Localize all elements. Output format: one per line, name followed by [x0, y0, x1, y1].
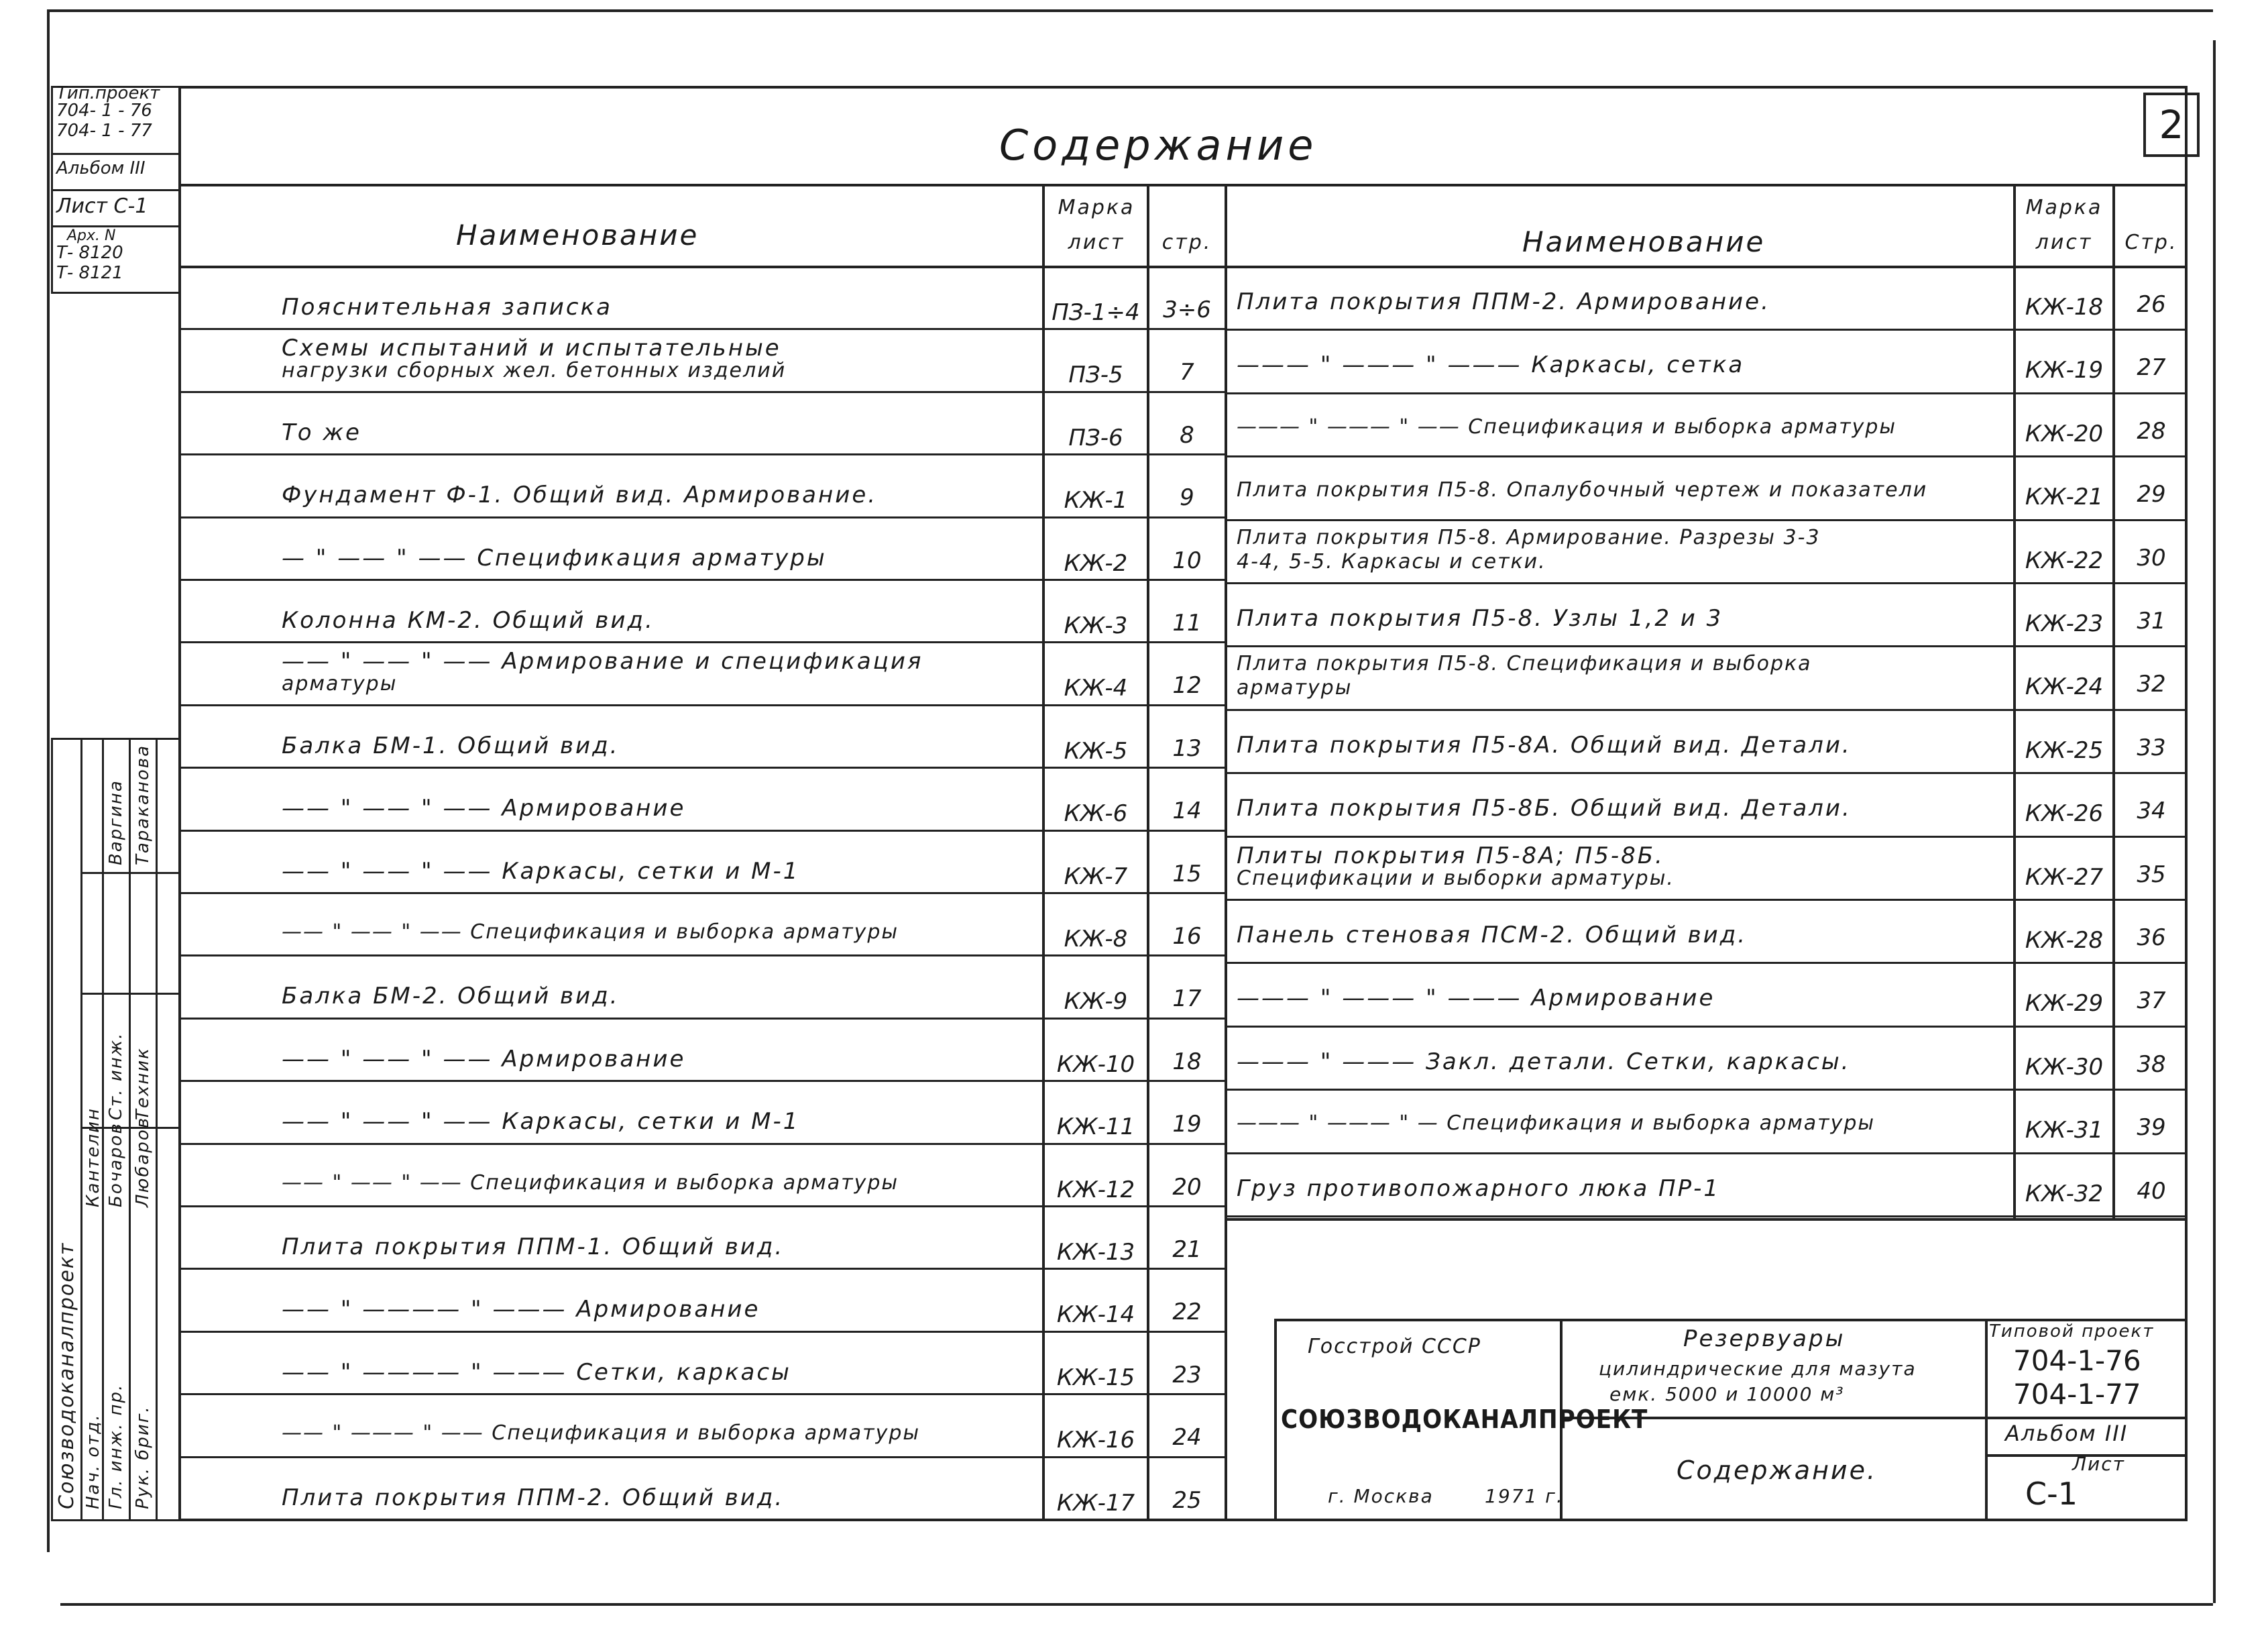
row-code: КЖ-30	[2025, 1053, 2104, 1081]
approval-role-1: Нач. отд.	[83, 1413, 103, 1509]
approval-col-1	[80, 738, 82, 1521]
right-header-page: Стр.	[2124, 231, 2178, 254]
row-name: —— " —— " —— Спецификация и выборка арматуры	[282, 1170, 899, 1195]
row-page: 10	[1172, 547, 1202, 574]
row-page: 17	[1172, 985, 1202, 1013]
approval-role-2: Гл. инж. пр.	[106, 1383, 126, 1509]
row-separator	[178, 516, 1226, 518]
row-name: —— " —— " —— Армирование	[282, 1045, 686, 1073]
row-page: 35	[2137, 861, 2166, 888]
approval-role-4: Ст. инж.	[106, 1032, 126, 1120]
row-code: КЖ-9	[1064, 988, 1128, 1016]
row-separator	[178, 1205, 1226, 1207]
year: 1971 г.	[1485, 1485, 1564, 1507]
row-code: ПЗ-6	[1068, 424, 1123, 451]
row-name-continued: арматуры	[1237, 676, 1353, 700]
project-label: Тип.проект	[56, 83, 160, 103]
object-line-3: емк. 5000 и 10000 м³	[1609, 1383, 1845, 1405]
row-page: 37	[2137, 987, 2166, 1015]
row-page: 13	[1172, 734, 1202, 762]
row-separator	[178, 1393, 1226, 1395]
row-page: 24	[1172, 1424, 1202, 1451]
row-code: КЖ-16	[1056, 1427, 1135, 1454]
row-separator	[178, 767, 1226, 769]
type-number-2: 704-1-77	[2013, 1378, 2141, 1411]
row-page: 31	[2137, 608, 2166, 635]
row-separator	[1225, 582, 2188, 584]
row-code: КЖ-18	[2025, 294, 2104, 321]
sheet-value: С-1	[2025, 1476, 2078, 1512]
table-split	[1225, 184, 1227, 1521]
right-header-name: Наименование	[1522, 225, 1766, 258]
row-separator	[1225, 392, 2188, 394]
row-separator	[1225, 1152, 2188, 1154]
row-code: КЖ-28	[2025, 927, 2104, 954]
row-code: КЖ-4	[1064, 675, 1128, 702]
row-code: КЖ-2	[1064, 549, 1128, 577]
row-name: —— " —— " —— Каркасы, сетки и М-1	[282, 857, 800, 885]
org-name: Госстрой СССР	[1308, 1335, 1481, 1358]
row-page: 21	[1172, 1236, 1202, 1263]
row-name: Балка БМ-2. Общий вид.	[282, 983, 620, 1010]
row-name: —— " ———— " ——— Армирование	[282, 1296, 760, 1323]
object-line-1: Резервуары	[1683, 1325, 1846, 1352]
approval-role-3: Рук. бриг.	[133, 1405, 153, 1509]
row-name: —— " —— " —— Каркасы, сетки и М-1	[282, 1108, 800, 1136]
row-name: ——— " ——— " — Спецификация и выборка арматуры	[1237, 1111, 1876, 1136]
row-name: Схемы испытаний и испытательные	[282, 335, 781, 362]
row-page: 8	[1180, 421, 1194, 449]
row-separator	[1225, 709, 2188, 711]
object-line-2: цилиндрические для мазута	[1599, 1358, 1917, 1380]
row-code: КЖ-19	[2025, 357, 2104, 384]
row-code: КЖ-14	[1056, 1301, 1135, 1329]
row-name: —— " ———— " ——— Сетки, каркасы	[282, 1358, 791, 1386]
row-code: КЖ-8	[1064, 926, 1128, 952]
row-separator	[178, 328, 1226, 330]
title-block-col-2	[1985, 1319, 1988, 1521]
page-number: 2	[2143, 93, 2200, 157]
row-page: 25	[1172, 1486, 1202, 1514]
row-code: КЖ-22	[2025, 547, 2104, 574]
row-name: Плиты покрытия П5-8А; П5-8Б.	[1237, 842, 1664, 869]
outer-frame-bottom	[60, 1603, 2213, 1606]
row-separator	[178, 641, 1226, 643]
row-page: 7	[1180, 359, 1194, 386]
approval-row-3	[80, 872, 181, 874]
row-name: ——— " ——— " ——— Армирование	[1237, 985, 1715, 1012]
row-name: —— " —— " —— Спецификация и выборка арматуры	[282, 920, 899, 944]
row-separator	[1225, 1026, 2188, 1028]
row-page: 16	[1172, 923, 1202, 950]
archive-number-1: Т- 8120	[56, 243, 123, 263]
album-label: Альбом III	[56, 158, 146, 178]
city: г. Москва	[1328, 1485, 1434, 1507]
row-name: Плита покрытия П5-8. Опалубочный чертеж и показатели	[1237, 478, 1928, 502]
outer-frame-left	[47, 9, 50, 1552]
left-header-page: стр.	[1161, 231, 1212, 254]
row-name: Плита покрытия П5-8. Спецификация и выборка	[1237, 652, 1812, 676]
project-number-1: 704- 1 - 76	[56, 101, 152, 121]
row-code: ПЗ-1÷4	[1052, 299, 1140, 326]
title-rule	[178, 184, 2188, 186]
row-code: КЖ-27	[2025, 863, 2104, 891]
right-table-bottom	[1225, 1218, 2188, 1221]
outer-frame-top	[47, 9, 2213, 12]
approval-row-2	[80, 993, 181, 995]
row-code: КЖ-6	[1064, 800, 1128, 828]
row-separator	[1225, 329, 2188, 331]
row-name: ——— " ——— Закл. детали. Сетки, каркасы.	[1237, 1048, 1851, 1075]
row-separator	[178, 1456, 1226, 1458]
row-page: 33	[2137, 734, 2166, 761]
row-name: Балка БМ-1. Общий вид.	[282, 732, 620, 759]
row-page: 34	[2137, 798, 2166, 825]
row-name: —— " ——— " —— Спецификация и выборка арматуры	[282, 1421, 921, 1445]
approval-col-4	[156, 738, 158, 1521]
approval-name-3: Любаров	[133, 1116, 153, 1207]
row-name: Плита покрытия П5-8Б. Общий вид. Детали.	[1237, 795, 1852, 822]
row-separator	[178, 704, 1226, 706]
row-page: 15	[1172, 860, 1202, 887]
approval-name-1: Кантелин	[83, 1107, 103, 1207]
row-code: КЖ-11	[1056, 1113, 1135, 1141]
row-code: КЖ-7	[1064, 863, 1128, 890]
archive-number-2: Т- 8121	[56, 263, 123, 283]
row-page: 11	[1172, 610, 1202, 637]
type-number-1: 704-1-76	[2013, 1344, 2141, 1377]
row-code: КЖ-25	[2025, 736, 2104, 764]
row-separator	[178, 1268, 1226, 1270]
row-separator	[178, 1331, 1226, 1333]
row-separator	[178, 1143, 1226, 1145]
row-code: КЖ-17	[1056, 1489, 1135, 1517]
outer-frame-right	[2213, 40, 2216, 1603]
row-code: КЖ-29	[2025, 990, 2104, 1018]
row-code: ПЗ-5	[1068, 362, 1123, 389]
row-code: КЖ-24	[2025, 673, 2104, 701]
stamp-divider	[51, 153, 181, 155]
row-separator	[178, 391, 1226, 393]
sheet-title: Содержание.	[1677, 1456, 1878, 1485]
row-separator	[178, 1080, 1226, 1082]
row-name-continued: арматуры	[282, 672, 398, 696]
row-name: Плита покрытия П5-8. Узлы 1,2 и 3	[1237, 605, 1723, 632]
row-separator	[1225, 836, 2188, 838]
row-code: КЖ-21	[2025, 484, 2104, 511]
row-separator	[178, 1018, 1226, 1020]
row-name-continued: Спецификации и выборки арматуры.	[1237, 866, 1675, 890]
row-name: Панель стеновая ПСМ-2. Общий вид.	[1237, 922, 1748, 948]
row-separator	[178, 830, 1226, 832]
row-page: 9	[1180, 484, 1194, 512]
row-page: 32	[2137, 671, 2166, 698]
row-separator	[1225, 899, 2188, 901]
row-page: 20	[1172, 1173, 1202, 1201]
row-separator	[1225, 772, 2188, 774]
row-code: КЖ-20	[2025, 420, 2104, 447]
row-page: 27	[2137, 354, 2166, 382]
row-code: КЖ-1	[1064, 487, 1128, 514]
approval-name-4: Варгина	[106, 779, 126, 865]
row-page: 30	[2137, 544, 2166, 571]
page-title: Содержание	[999, 121, 1318, 170]
row-code: КЖ-26	[2025, 800, 2104, 828]
album: Альбом III	[2005, 1421, 2129, 1446]
row-separator	[178, 579, 1226, 581]
row-code: КЖ-3	[1064, 612, 1128, 639]
row-separator	[1225, 519, 2188, 521]
sheet-label: Лист С-1	[56, 195, 148, 218]
row-name: Пояснительная записка	[282, 294, 612, 321]
row-name: ——— " ——— " —— Спецификация и выборка арматуры	[1237, 415, 1897, 439]
row-page: 14	[1172, 798, 1202, 825]
row-separator	[178, 954, 1226, 956]
row-page: 3÷6	[1163, 296, 1211, 323]
right-header-mark-top: Марка	[2025, 196, 2103, 219]
org-logo: СОЮЗВОДОКАНАЛПРОЕКТ	[1281, 1405, 1648, 1434]
sheet-label-bottom: Лист	[2072, 1453, 2125, 1475]
row-code: КЖ-12	[1056, 1176, 1135, 1203]
row-separator	[1225, 962, 2188, 964]
project-number-2: 704- 1 - 77	[56, 121, 152, 141]
type-label: Типовой проект	[1989, 1321, 2155, 1341]
row-separator	[1225, 1215, 2188, 1217]
approval-role-5: Техник	[133, 1047, 153, 1120]
row-name: ——— " ——— " ——— Каркасы, сетка	[1237, 351, 1745, 379]
row-code: КЖ-13	[1056, 1239, 1135, 1266]
row-name: Плита покрытия ППМ-1. Общий вид.	[282, 1234, 785, 1260]
row-separator	[178, 892, 1226, 894]
row-code: КЖ-23	[2025, 610, 2104, 637]
approval-name-2: Бочаров	[106, 1122, 126, 1207]
row-page: 26	[2137, 291, 2166, 318]
left-header-name: Наименование	[456, 219, 699, 252]
left-header-mark-top: Марка	[1058, 196, 1135, 219]
approval-col-3	[129, 738, 131, 1521]
row-page: 36	[2137, 924, 2166, 951]
left-header-mark-bottom: лист	[1068, 231, 1125, 254]
row-name: Колонна КМ-2. Общий вид.	[282, 607, 655, 634]
row-page: 29	[2137, 481, 2166, 508]
row-name: —— " —— " —— Армирование и спецификация	[282, 648, 923, 675]
row-name: Плита покрытия ППМ-2. Армирование.	[1237, 288, 1770, 315]
row-code: КЖ-15	[1056, 1364, 1135, 1391]
row-name: — " —— " —— Спецификация арматуры	[282, 544, 827, 571]
row-separator	[1225, 645, 2188, 647]
row-name-continued: 4-4, 5-5. Каркасы и сетки.	[1237, 549, 1546, 573]
row-page: 38	[2137, 1050, 2166, 1078]
row-name: —— " —— " —— Армирование	[282, 795, 686, 822]
row-page: 18	[1172, 1048, 1202, 1075]
approval-org: Союзводоканалпроект	[55, 1242, 78, 1509]
header-rule	[178, 266, 2188, 268]
title-block-row-1	[1560, 1417, 2188, 1419]
row-page: 23	[1172, 1361, 1202, 1388]
approval-name-5: Тараканова	[133, 744, 153, 865]
archive-label: Арх. N	[67, 227, 116, 244]
row-page: 40	[2137, 1177, 2166, 1205]
row-separator	[1225, 1089, 2188, 1091]
row-name: То же	[282, 419, 361, 446]
row-page: 22	[1172, 1299, 1202, 1326]
row-code: КЖ-32	[2025, 1180, 2104, 1207]
row-name-continued: нагрузки сборных жел. бетонных изделий	[282, 359, 787, 383]
row-name: Плита покрытия П5-8. Армирование. Разрезы 3-3	[1237, 525, 1821, 549]
row-code: КЖ-10	[1056, 1050, 1135, 1078]
right-header-mark-bottom: лист	[2035, 231, 2093, 254]
stamp-divider	[51, 189, 181, 191]
row-page: 28	[2137, 417, 2166, 445]
row-name: Плита покрытия ППМ-2. Общий вид.	[282, 1484, 785, 1511]
row-page: 39	[2137, 1114, 2166, 1142]
row-name: Груз противопожарного люка ПР-1	[1237, 1174, 1720, 1202]
row-page: 12	[1172, 672, 1202, 700]
row-name: Фундамент Ф-1. Общий вид. Армирование.	[282, 482, 878, 509]
row-code: КЖ-5	[1064, 737, 1128, 765]
row-name: Плита покрытия П5-8А. Общий вид. Детали.	[1237, 731, 1852, 759]
row-page: 19	[1172, 1111, 1202, 1138]
row-code: КЖ-31	[2025, 1117, 2104, 1144]
row-separator	[178, 1519, 1226, 1521]
row-separator	[178, 453, 1226, 455]
row-separator	[1225, 455, 2188, 457]
